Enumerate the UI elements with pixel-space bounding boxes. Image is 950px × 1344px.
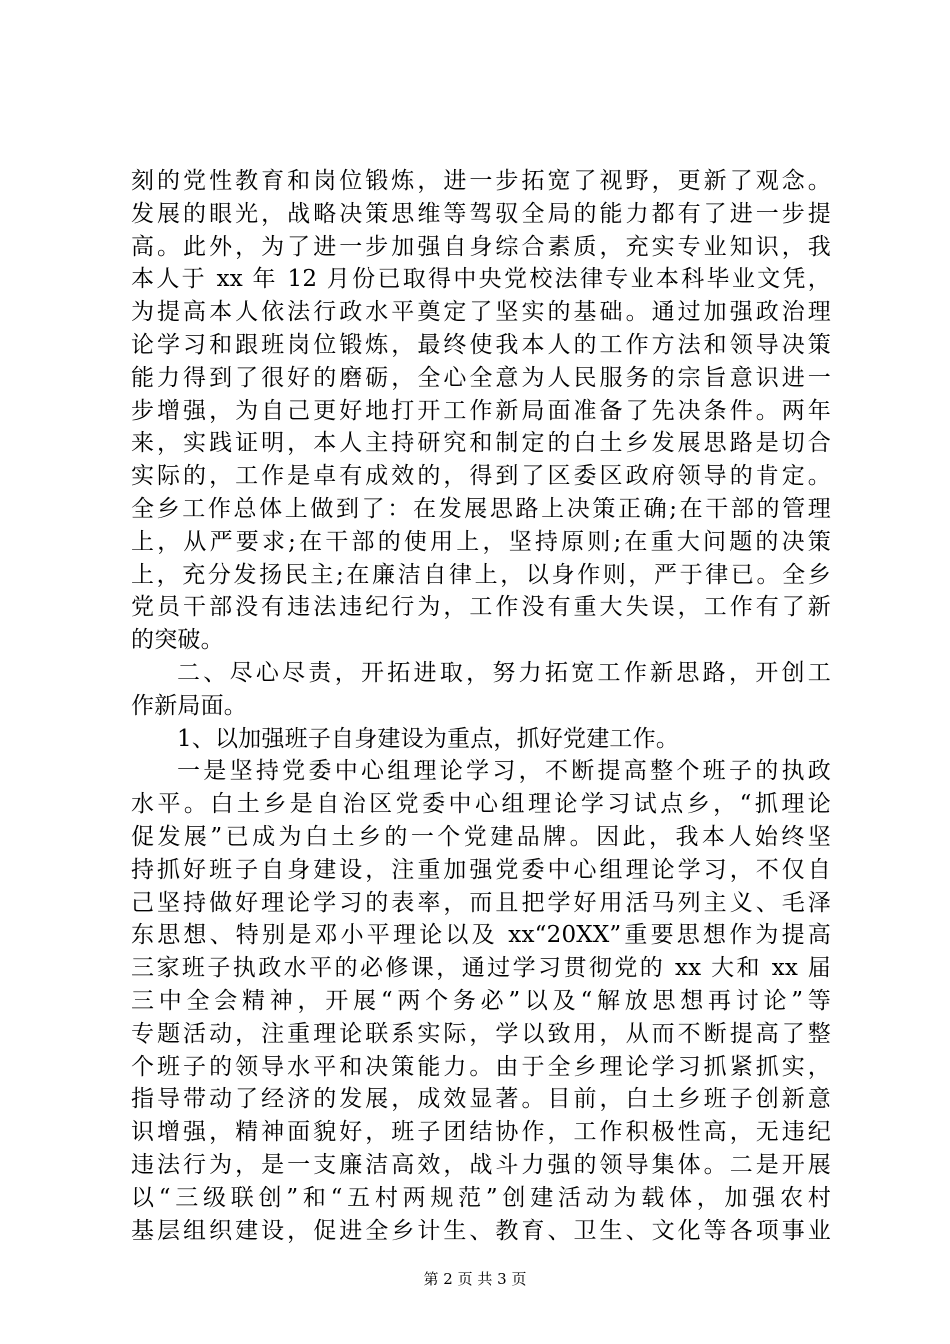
text-line: 高。此外，为了进一步加强自身综合素质，充实专业知识，我 (131, 233, 831, 260)
text-line: 步增强，为自己更好地打开工作新局面准备了先决条件。两年 (131, 397, 831, 424)
body-text (131, 165, 831, 1247)
text-line: 来，实践证明，本人主持研究和制定的白土乡发展思路是切合 (131, 430, 831, 457)
text-line: 以“三级联创”和“五村两规范”创建活动为载体，加强农村 (131, 1184, 831, 1211)
text-line: 全乡工作总体上做到了：在发展思路上决策正确;在干部的管理 (131, 495, 831, 522)
section-heading: 二、尽心尽责，开拓进取，努力拓宽工作新思路，开创工 (177, 659, 831, 686)
text-line: 专题活动，注重理论联系实际，学以致用，从而不断提高了整 (131, 1020, 831, 1047)
text-line: 违法行为，是一支廉洁高效，战斗力强的领导集体。二是开展 (131, 1151, 831, 1178)
text-line: 发展的眼光，战略决策思维等驾驭全局的能力都有了进一步提 (131, 200, 831, 227)
text-line: 基层组织建设，促进全乡计生、教育、卫生、文化等各项事业 (131, 1217, 831, 1244)
text-line: 己坚持做好理论学习的表率，而且把学好用活马列主义、毛泽 (131, 889, 831, 916)
text-line: 的突破。 (131, 627, 224, 654)
page-number: 第 2 页 共 3 页 (423, 1270, 527, 1288)
text-line: 上，从严要求;在干部的使用上，坚持原则;在重大问题的决策 (131, 528, 831, 555)
text-line: 论学习和跟班岗位锻炼，最终使我本人的工作方法和领导决策 (131, 331, 831, 358)
text-line: 实际的，工作是卓有成效的，得到了区委区政府领导的肯定。 (131, 463, 831, 490)
text-line: 三家班子执政水平的必修课，通过学习贯彻党的 xx 大和 xx 届 (131, 955, 831, 982)
text-line: 持抓好班子自身建设，注重加强党委中心组理论学习，不仅自 (131, 856, 831, 883)
text-line: 个班子的领导水平和决策能力。由于全乡理论学习抓紧抓实， (131, 1053, 831, 1080)
text-line: 识增强，精神面貌好，班子团结协作，工作积极性高，无违纪 (131, 1119, 831, 1146)
text-line: 指导带动了经济的发展，成效显著。目前，白土乡班子创新意 (131, 1086, 831, 1113)
text-line: 本人于 xx 年 12 月份已取得中央党校法律专业本科毕业文凭， (131, 266, 831, 293)
text-line: 党员干部没有违法违纪行为，工作没有重大失误，工作有了新 (131, 594, 831, 621)
text-line: 刻的党性教育和岗位锻炼，进一步拓宽了视野，更新了观念。 (131, 168, 831, 194)
text-line: 能力得到了很好的磨砺，全心全意为人民服务的宗旨意识进一 (131, 364, 831, 391)
text-line: 水平。白土乡是自治区党委中心组理论学习试点乡，“抓理论 (131, 791, 831, 818)
subsection-heading: 1、以加强班子自身建设为重点，抓好党建工作。 (177, 725, 680, 752)
text-line: 一是坚持党委中心组理论学习，不断提高整个班子的执政 (177, 758, 831, 785)
text-line: 三中全会精神，开展“两个务必”以及“解放思想再讨论”等 (131, 987, 831, 1014)
text-line: 作新局面。 (131, 692, 247, 719)
text-line: 促发展”已成为白土乡的一个党建品牌。因此，我本人始终坚 (131, 823, 831, 850)
text-line: 上，充分发扬民主;在廉洁自律上，以身作则，严于律已。全乡 (131, 561, 831, 588)
text-line: 东思想、特别是邓小平理论以及 xx“20XX”重要思想作为提高 (131, 922, 831, 949)
text-line: 为提高本人依法行政水平奠定了坚实的基础。通过加强政治理 (131, 299, 831, 326)
